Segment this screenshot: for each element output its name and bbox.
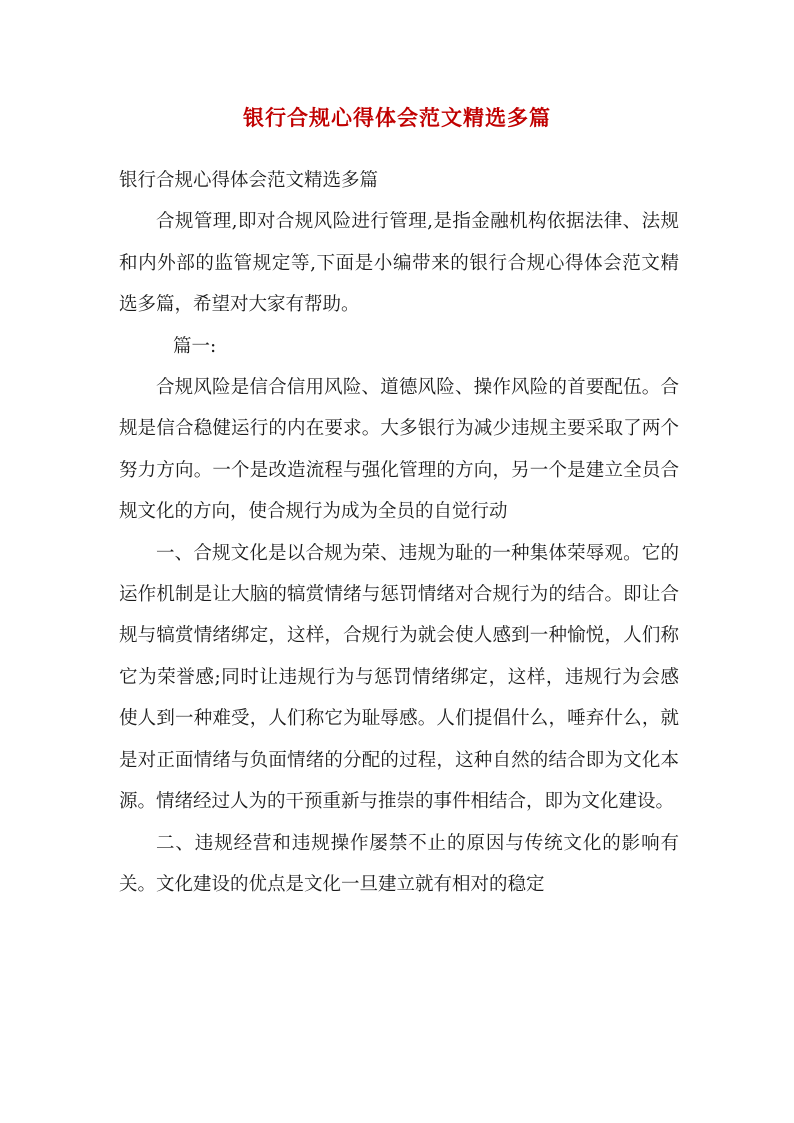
body-paragraph: 一、合规文化是以合规为荣、违规为耻的一种集体荣辱观。它的运作机制是让大脑的犒赏情绪与惩罚情绪对合规行为的结合。即让合规与犒赏情绪绑定，这样，合规行为就会使人感到一种愉悦，人们称它为荣誉感;同时让违规行为与惩罚情绪绑定，这样，违规行为会感使人到一种难受，人们称它为耻辱感。人们提倡什么，唾弃什么，就是对正面情绪与负面情绪的分配的过程，这种自然的结合即为文化本源。情绪经过人为的干预重新与推崇的事件相结合，即为文化建设。 (119, 542, 679, 813)
document-subtitle: 银行合规心得体会范文精选多篇 (119, 170, 379, 191)
body-paragraph: 合规风险是信合信用风险、道德风险、操作风险的首要配伍。合规是信合稳健运行的内在要求。大多银行为减少违规主要采取了两个努力方向。一个是改造流程与强化管理的方向，另一个是建立全员合规文化的方向，使合规行为成为全员的自觉行动 (119, 377, 679, 523)
section-label: 篇一: (173, 335, 217, 357)
document-title: 银行合规心得体会范文精选多篇 (243, 105, 551, 130)
document-body (119, 160, 679, 905)
intro-paragraph: 合规管理,即对合规风险进行管理,是指金融机构依据法律、法规和内外部的监管规定等,下面是小编带来的银行合规心得体会范文精选多篇，希望对大家有帮助。 (119, 211, 679, 316)
body-paragraph: 二、违规经营和违规操作屡禁不止的原因与传统文化的影响有关。文化建设的优点是文化一旦建立就有相对的稳定 (119, 832, 679, 895)
